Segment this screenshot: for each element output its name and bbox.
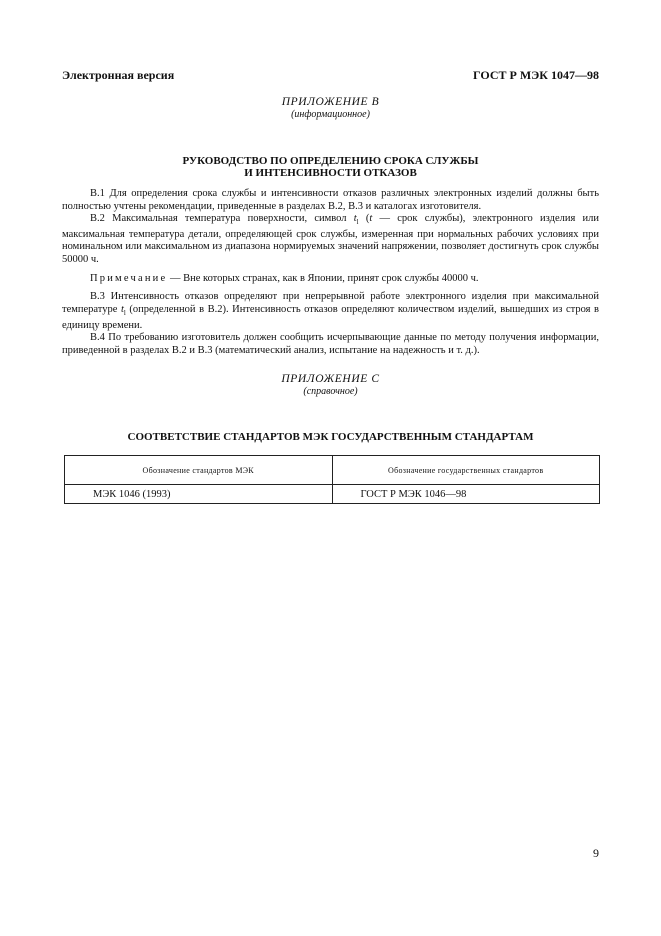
table-cell-gost: ГОСТ Р МЭК 1046—98 bbox=[332, 485, 600, 504]
appendix-b-subtitle: (информационное) bbox=[291, 109, 370, 120]
table-header-iec: Обозначение стандартов МЭК bbox=[65, 456, 333, 485]
appendix-c-heading: СООТВЕТСТВИЕ СТАНДАРТОВ МЭК ГОСУДАРСТВЕННЫМ СТАНДАРТАМ bbox=[127, 431, 534, 443]
table-header-row bbox=[65, 456, 600, 485]
appendix-c-title: ПРИЛОЖЕНИЕ С bbox=[281, 373, 380, 385]
header-edition-label: Электронная версия bbox=[62, 68, 175, 82]
note bbox=[62, 273, 599, 286]
appendix-b-body bbox=[62, 188, 599, 357]
standards-table bbox=[64, 455, 600, 504]
table-header-gost: Обозначение государственных стандартов bbox=[332, 456, 600, 485]
appendix-b-title: ПРИЛОЖЕНИЕ В bbox=[281, 96, 380, 108]
appendix-c-subtitle: (справочное) bbox=[303, 386, 358, 397]
note-text: — Вне которых странах, как в Японии, принят срок службы 40000 ч. bbox=[167, 272, 479, 284]
table-row bbox=[65, 485, 600, 504]
page-number: 9 bbox=[593, 846, 599, 860]
header-standard-code: ГОСТ Р МЭК 1047—98 bbox=[473, 68, 599, 82]
appendix-b-heading-line1: РУКОВОДСТВО ПО ОПРЕДЕЛЕНИЮ СРОКА СЛУЖБЫ bbox=[182, 155, 479, 167]
table-cell-iec: МЭК 1046 (1993) bbox=[65, 485, 333, 504]
paragraph-b4: В.4 По требованию изготовитель должен сообщить исчерпывающие данные по методу получения информации, приведенной в разделах В.2 и В.3 (математический анализ, испытание на надежность и т. д.). bbox=[62, 332, 599, 356]
paragraph-b1: В.1 Для определения срока службы и интенсивности отказов различных электронных изделий должны быть полностью учтены рекомендации, приведенные в разделах В.2, В.3 и каталогах изготовителя. bbox=[62, 188, 599, 212]
note-label: Примечание bbox=[90, 272, 168, 284]
appendix-b-heading bbox=[62, 155, 599, 179]
appendix-b-heading-line2: И ИНТЕНСИВНОСТИ ОТКАЗОВ bbox=[244, 167, 417, 179]
paragraph-b3: В.3 Интенсивность отказов определяют при непрерывной работе электронного изделия при максимальной температуре $t_l$ (определенной в В.2). Интенсивность отказов определяют количеством изделий, вышедших из строя в единицу времени. bbox=[62, 291, 599, 331]
paragraph-b2: В.2 Максимальная температура поверхности, символ $t_l$ (t — срок службы), электронного изделия или максимальная температура детали, определяющей срок службы, измеренная при нормальных рабочих условиях при номинальном или максимальном из диапазона нормируемых значений напряжении, позволяет достигнуть срок службы 50000 ч. bbox=[62, 213, 599, 266]
